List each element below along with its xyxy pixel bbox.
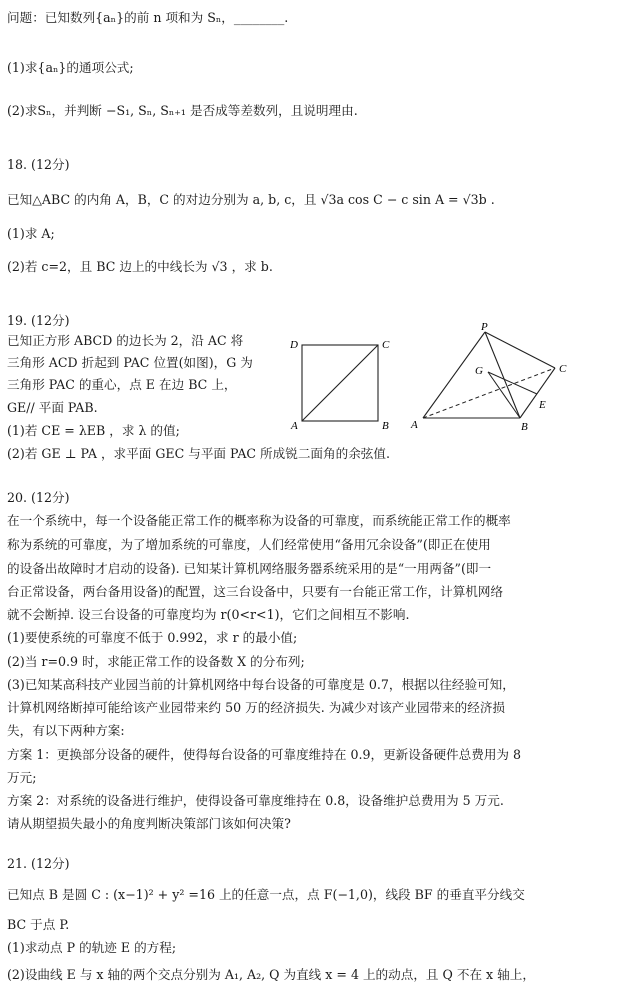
- label-d: D: [290, 339, 298, 351]
- q21-part1: (1)求动点 P 的轨迹 E 的方程;: [7, 940, 177, 955]
- q20-para-line: 就不会断掉. 设三台设备的可靠度均为 r(0<r<1)，它们之间相互不影响.: [7, 607, 410, 622]
- q17-part1: (1)求{aₙ}的通项公式;: [7, 60, 134, 75]
- q21-part2: (2)设曲线 E 与 x 轴的两个交点分别为 A₁, A₂, Q 为直线 x = 4 上的动点，且 Q 不在 x 轴上，: [7, 967, 535, 982]
- label-a2: A: [411, 419, 418, 431]
- q19-part1: (1)若 CE = λEB ，求 λ 的值;: [7, 423, 180, 438]
- q20-part1: (1)要使系统的可靠度不低于 0.992，求 r 的最小值;: [7, 630, 298, 645]
- tetrahedron-figure: [405, 320, 595, 435]
- q20-plan1-line: 方案 1：更换部分设备的硬件，使得每台设备的可靠度维持在 0.9，更新设备硬件总费用为 8: [7, 747, 522, 762]
- q20-para-line: 台正常设备，两台备用设备)的配置，这三台设备中，只要有一台能正常工作，计算机网络: [7, 584, 504, 599]
- q17-intro: 问题：已知数列{aₙ}的前 n 项和为 Sₙ，________.: [7, 10, 289, 25]
- q20-para-line: 在一个系统中，每一个设备能正常工作的概率称为设备的可靠度，而系统能正常工作的概率: [7, 513, 511, 528]
- q19-line1: 已知正方形 ABCD 的边长为 2，沿 AC 将: [7, 333, 244, 348]
- q20-question: 请从期望损失最小的角度判断决策部门该如何决策?: [7, 816, 291, 831]
- q20-part3-line: 计算机网络断掉可能给该产业园带来约 50 万的经济损失. 为减少对该产业园带来的经济损: [7, 700, 506, 715]
- q18-part2: (2)若 c=2，且 BC 边上的中线长为 √3 ，求 b.: [7, 259, 273, 274]
- q19-part2: (2)若 GE ⊥ PA ，求平面 GEC 与平面 PAC 所成锐二面角的余弦值.: [7, 446, 391, 461]
- q20-plan2: 方案 2：对系统的设备进行维护，使得设备可靠度维持在 0.8，设备维护总费用为 5 万元.: [7, 793, 504, 808]
- q19-line2: 三角形 ACD 折起到 PAC 位置(如图)，G 为: [7, 355, 253, 370]
- q21-header: 21. (12分): [7, 856, 70, 871]
- q20-para-line: 称为系统的可靠度，为了增加系统的可靠度，人们经常使用“备用冗余设备”(即正在使用: [7, 537, 491, 552]
- q19-line4: GE// 平面 PAB.: [7, 400, 98, 415]
- label-c: C: [382, 339, 390, 351]
- q20-part3-line: (3)已知某高科技产业园当前的计算机网络中每台设备的可靠度是 0.7，根据以往经验可知，: [7, 677, 515, 692]
- q17-part2: (2)求Sₙ，并判断 −S₁, Sₙ, Sₙ₊₁ 是否成等差数列，且说明理由.: [7, 103, 358, 118]
- q20-para-line: 的设备出故障时才启动的设备). 已知某计算机网络服务器系统采用的是“一用两备”(即一: [7, 561, 492, 576]
- label-a: A: [291, 420, 298, 432]
- q19-line3: 三角形 PAC 的重心，点 E 在边 BC 上，: [7, 377, 237, 392]
- q21-stem-line: 已知点 B 是圆 C : (x−1)² + y² =16 上的任意一点，点 F(−1,0)，线段 BF 的垂直平分线交: [7, 887, 525, 902]
- edge-bc: [520, 368, 555, 418]
- label-c2: C: [559, 363, 567, 375]
- square-abcd-figure: [290, 335, 402, 435]
- q18-stem: 已知△ABC 的内角 A，B，C 的对边分别为 a, b, c，且 √3a cos C − c sin A = √3b .: [7, 192, 495, 207]
- edge-pc: [485, 332, 555, 368]
- label-g: G: [475, 365, 483, 377]
- q20-part2: (2)当 r=0.9 时，求能正常工作的设备数 X 的分布列;: [7, 654, 305, 669]
- diagonal-ac: [302, 345, 378, 421]
- label-b2: B: [521, 421, 528, 433]
- q20-header: 20. (12分): [7, 490, 70, 505]
- q19-header: 19. (12分): [7, 313, 70, 328]
- q18-part1: (1)求 A;: [7, 226, 55, 241]
- q18-header: 18. (12分): [7, 157, 70, 172]
- label-b: B: [382, 420, 389, 432]
- label-e: E: [539, 399, 546, 411]
- q20-plan1-line: 万元;: [7, 770, 37, 785]
- q20-part3-line: 失，有以下两种方案:: [7, 723, 125, 738]
- q21-stem-line: BC 于点 P.: [7, 917, 70, 932]
- label-p: P: [481, 321, 488, 333]
